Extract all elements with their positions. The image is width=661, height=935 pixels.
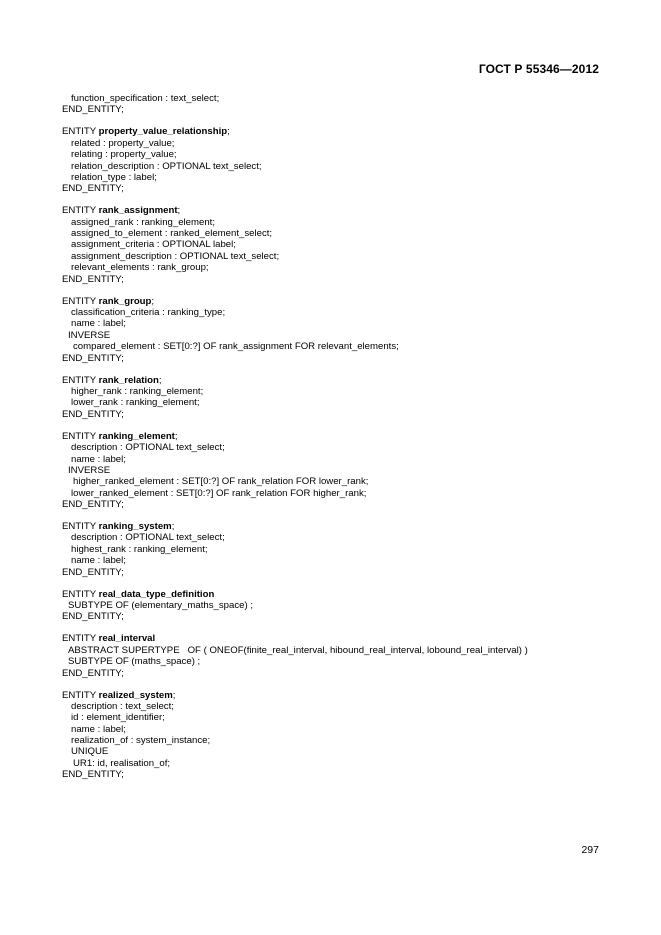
end-entity-line: END_ENTITY; [62, 667, 124, 679]
end-entity-line: END_ENTITY; [62, 769, 124, 781]
attribute-line: lower_ranked_element : SET[0:?] OF rank_relation FOR higher_rank; [71, 487, 367, 499]
attribute-line: assigned_to_element : ranked_element_select; [71, 228, 273, 240]
attribute-line: function_specification : text_select; [71, 93, 220, 104]
blank-line [62, 510, 602, 521]
entity-suffix: ; [227, 126, 230, 138]
entity-keyword: ENTITY [62, 430, 96, 442]
blank-line [62, 420, 602, 431]
entity-declaration [62, 126, 602, 137]
document-header [479, 62, 599, 76]
entity-declaration [62, 296, 602, 307]
entity-keyword: ENTITY [62, 689, 96, 701]
attribute-line: description : OPTIONAL text_select; [71, 532, 225, 544]
attribute-line: relation_description : OPTIONAL text_select; [71, 160, 262, 172]
entity-name: realized_system [98, 689, 173, 701]
attribute-line: name : label; [71, 555, 126, 567]
entity-suffix: ; [174, 430, 178, 442]
end-entity-line: END_ENTITY; [62, 183, 124, 195]
attribute-line: assignment_criteria : OPTIONAL label; [71, 239, 236, 251]
blank-line [62, 623, 602, 634]
clause-line: INVERSE [68, 464, 111, 476]
entity-name: rank_assignment [98, 205, 178, 217]
end-entity-line: END_ENTITY; [62, 352, 124, 364]
entity-block [62, 633, 602, 679]
entity-keyword: ENTITY [62, 374, 96, 386]
clause-line: SUBTYPE OF (elementary_maths_space) ; [68, 600, 254, 611]
attribute-line: lower_rank : ranking_element; [71, 397, 200, 409]
entity-keyword: ENTITY [62, 633, 96, 645]
entity-name: real_data_type_definition [98, 588, 215, 600]
entity-block [62, 431, 602, 511]
end-entity-line: END_ENTITY; [62, 273, 124, 285]
blank-line [62, 578, 602, 589]
end-entity-line: END_ENTITY; [62, 104, 124, 116]
attribute-line: description : OPTIONAL text_select; [71, 442, 225, 454]
attribute-line: id : element_identifier; [71, 712, 165, 724]
entity-name: ranking_element [98, 430, 175, 442]
entity-suffix: ; [171, 521, 175, 533]
attribute-line: related : property_value; [71, 137, 175, 149]
attribute-line: assigned_rank : ranking_element; [71, 216, 215, 228]
clause-line: SUBTYPE OF (maths_space) ; [68, 656, 201, 668]
entity-block [62, 126, 602, 194]
entity-name: rank_group [98, 295, 152, 307]
clause-line: INVERSE [68, 329, 111, 341]
attribute-line: highest_rank : ranking_element; [71, 543, 208, 555]
attribute-line: name : label; [71, 318, 126, 330]
entity-suffix: ; [158, 374, 162, 386]
entity-block [62, 93, 602, 116]
entity-declaration [62, 521, 602, 532]
attribute-line: assignment_description : OPTIONAL text_select; [71, 250, 280, 262]
entity-block [62, 589, 602, 623]
attribute-line: relation_type : label; [71, 171, 157, 183]
entity-name: property_value_relationship [98, 126, 228, 138]
entity-declaration [62, 589, 602, 600]
entity-name: real_interval [98, 633, 156, 645]
entity-declaration [62, 375, 602, 386]
page-number: 297 [581, 844, 599, 856]
end-entity-line: END_ENTITY; [62, 566, 124, 578]
blank-line [62, 195, 602, 206]
blank-line [62, 116, 602, 127]
entity-declaration [62, 633, 602, 644]
attribute-line: relating : property_value; [71, 149, 177, 161]
entity-name: rank_relation [98, 374, 159, 386]
entity-block [62, 296, 602, 364]
entity-suffix: ; [177, 205, 181, 217]
entity-block [62, 205, 602, 285]
entity-block [62, 690, 602, 781]
attribute-line: description : text_select; [71, 700, 174, 712]
express-schema-listing [62, 93, 602, 781]
attribute-line: realization_of : system_instance; [71, 735, 211, 747]
attribute-line: name : label; [71, 723, 126, 735]
entity-declaration [62, 205, 602, 216]
end-entity-line: END_ENTITY; [62, 611, 124, 623]
blank-line [62, 285, 602, 296]
blank-line [62, 364, 602, 375]
end-entity-line: END_ENTITY; [62, 408, 124, 420]
attribute-line: UNIQUE [71, 746, 109, 758]
entity-keyword: ENTITY [62, 126, 96, 138]
attribute-line: name : label; [71, 453, 126, 465]
blank-line [62, 679, 602, 690]
standard-number: ГОСТ Р 55346—2012 [478, 62, 599, 76]
end-entity-line: END_ENTITY; [62, 499, 124, 511]
attribute-line: relevant_elements : rank_group; [71, 262, 209, 274]
sub-clause-line: higher_ranked_element : SET[0:?] OF rank_relation FOR lower_rank; [73, 476, 369, 488]
entity-name: ranking_system [98, 521, 172, 533]
entity-suffix: ; [151, 295, 155, 307]
attribute-line: higher_rank : ranking_element; [71, 385, 204, 397]
entity-keyword: ENTITY [62, 295, 96, 307]
entity-block [62, 375, 602, 421]
clause-line: ABSTRACT SUPERTYPE OF ( ONEOF(finite_real_interval, hibound_real_interval, lobound_real_interval) ) [68, 644, 528, 656]
sub-clause-line: UR1: id, realisation_of; [73, 757, 171, 769]
entity-keyword: ENTITY [62, 205, 96, 217]
entity-suffix: ; [172, 689, 176, 701]
entity-block [62, 521, 602, 578]
entity-keyword: ENTITY [62, 588, 96, 600]
sub-clause-line: compared_element : SET[0:?] OF rank_assignment FOR relevant_elements; [73, 341, 399, 353]
entity-declaration [62, 431, 602, 442]
attribute-line: classification_criteria : ranking_type; [71, 307, 226, 319]
entity-keyword: ENTITY [62, 521, 96, 533]
entity-declaration [62, 690, 602, 701]
